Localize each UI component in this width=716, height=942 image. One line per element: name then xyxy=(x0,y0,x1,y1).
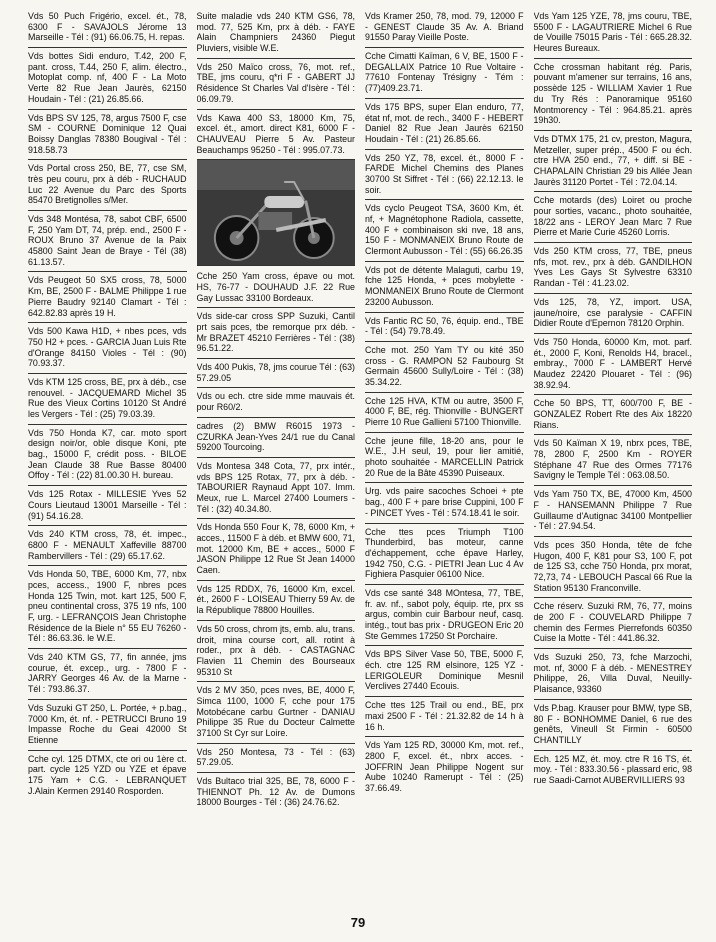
classified-ad: Cche cyl. 125 DTMX, cte ori ou 1ère ct. part. cycle 125 YZD ou YZE et épave 175 Yam + C.G. - LEBRANQUET J.Alain Kermen 29140 Rosporden. xyxy=(28,753,187,796)
classified-ad: Vds Yam 125 RD, 30000 Km, mot. ref., 2800 F, excel. ét., nbrx acces. - JOFFRIN Jean Philippe Nogent sur Aube 10240 Ramerupt - Tél : (25) 37.66.49. xyxy=(365,740,524,793)
classified-ad: Ech. 125 MZ, ét. moy. ctre R 16 TS, ét. moy. - Tél : 833.30.56 - plassard eric, 98 rue Saadi-Carnot AUBERVILLIERS 93 xyxy=(533,753,692,785)
classified-ad: Cche réserv. Suzuki RM, 76, 77, moins de 200 F - COUVELARD Philippe 7 chemin des Fermes Pierrefonds 60350 Cuise la Motte - Tél : 441.86.32. xyxy=(534,598,693,649)
classified-ad: Vds 500 Kawa H1D, + nbes pces, vds 750 H2 + pces. - GARCIA Juan Luis Rte d'Orange 84150 Violes - Tél : (90) 70.93.37. xyxy=(28,323,187,374)
classified-ad: Cche ttes 125 Trail ou end., BE, prx maxi 2500 F - Tél : 21.32.82 de 14 h à 16 h. xyxy=(365,697,524,737)
classified-ad: Vds cse santé 348 MOntesa, 77, TBE, fr. av. nf., sabot poly, équip. rte, prx ss argus, combin cuir Barbour neuf, casq. intég., tout bas prix - DRUGEON Eric 20 Ste Gemmes 17250 St Porchaire. xyxy=(365,585,524,646)
classified-ad: Vds P.bag. Krauser pour BMW, type SB, 80 F - BONHOMME Daniel, 6 rue des genêts, Vineull St Firmin - 60500 CHANTILLY xyxy=(534,700,693,751)
classified-ad: Vds 250 YZ, 78, excel. ét., 8000 F - FARDE Michel Chemins des Planes 30700 St Siffret - Tél : (66) 22.12.13. le soir. xyxy=(365,150,524,201)
classified-ad: Vds ou ech. ctre side mme mauvais ét. pour R60/2. xyxy=(197,388,356,417)
classified-ad: Vds Yam 750 TX, BE, 47000 Km, 4500 F - HANSEMANN Philippe 7 Rue Guillaume d'Autignac 34100 Montpellier - Tél : 27.94.54. xyxy=(534,486,693,537)
classified-ad: Vds DTMX 175, 21 cv, preston, Magura, Metzeller, super prép., 4500 F ou éch. ctre HVA 250 end., 77, + diff. si BE - CHAPALAIN Christian 29 bis Allée Jean Jaurès 31120 Portet - Tél : 72.04.14. xyxy=(534,131,693,192)
classified-ad: Vds 50 cross, chrom jts, emb. alu, trans. droit, mina course cort, all. rotint à roder., prx à déb. - CASTAGNAC Flavien 11 Chemin des Bourseaux 95310 St xyxy=(197,621,356,682)
classified-columns xyxy=(28,8,692,913)
classified-ad: Vds Kawa 400 S3, 18000 Km, 75, excel. ét., amort. direct K81, 6000 F - CHAUVEAU Pierre 5 Av. Pasteur Beauchamps 95250 - Tél : 995.07.73. xyxy=(197,110,356,161)
classified-ad: Vds Suzuki GT 250, L. Portée, + p.bag., 7000 Km, ét. nf. - PETRUCCI Bruno 19 Impasse Roche du Geai 42000 St Etienne xyxy=(28,700,187,751)
classified-ad: Vds 2 MV 350, pces nves, BE, 4000 F, Simca 1100, 1000 F, cche pour 175 Motobécane carbu Gurtner - DANIAU Philippe 35 Rue du Docteur Calmette 37100 St Cyr sur Loire. xyxy=(197,682,356,743)
classified-ad: Vds pot de détente Malaguti, carbu 19, fche 125 Honda, + pces mobylette - MONMANEIX Bruno Route de Clermont 23200 Aubusson. xyxy=(365,262,524,313)
page-number: 79 xyxy=(350,915,366,930)
classified-ad: Vds bottes Sidi enduro, T.42, 200 F, pant. cross, T.44, 250 F, alim. électro., Motoplat comp. nf, 400 F - La Moto Verte 82 Rue Jean Jaurès, 62150 Houdain - Tél : (21) 26.85.66. xyxy=(28,48,187,109)
classified-ad: Vds Honda 50, TBE, 6000 Km, 77, nbx pces, access., 1900 F, nbres pces Honda 125 Twin, mot. kart 125, 500 F, pneu continental cross, 375 19 nfs, 100 F, urg. - LEFRANÇOIS Jean Christophe Résidence de la Biele n° 55 EU 76260 - Tél : 86.63.36. le W.E. xyxy=(28,566,187,649)
classified-ad: Vds side-car cross SPP Suzuki, Cantil prt sais pces, tbe remorque prx déb. - Mr BRAZET 45210 Ferrières - Tél : (38) 96.51.22. xyxy=(197,308,356,359)
classified-ad: Vds 125 Rotax - MILLESIE Yves 52 Cours Lieutaud 13001 Marseille - Tél : (91) 54.16.28. xyxy=(28,486,187,526)
classified-ad: Vds 50 Kaïman X 19, nbrx pces, TBE, 78, 2800 F, 2500 Km - ROYER Stéphane 47 Rue des Ormes 77176 Savigny le Temple Tél : 063.08.50. xyxy=(534,435,693,486)
classified-ad: Vds 240 KTM GS, 77, fin année, jms courue, ét. excep., urg. - 7800 F - JARRY Georges 46 Av. de la Marne - Tél : 793.86.37. xyxy=(28,649,187,700)
classified-ad: Vds 250 Maïco cross, 76, mot. ref., TBE, jms couru, q*ri F - GABERT JJ Résidence St Charles Val d'Isère - Tél : 06.09.79. xyxy=(197,59,356,110)
column-1 xyxy=(28,8,187,913)
classified-ad: Vds 348 Montésa, 78, sabot CBF, 6500 F, 250 Yam DT, 74, prép. end., 2500 F - ROUX Bruno 37 Avenue de la Paix 45800 Saint Jean de Braye - Tél (38) 61.13.57. xyxy=(28,211,187,272)
motorcycle-photo xyxy=(197,160,356,266)
classified-ad: Vds 250 KTM cross, 77, TBE, pneus nfs, mot. rev., prx à déb. GANDILHON Yves Les Gays St Sylvestre 63310 Randan - Tél : 41.23.02. xyxy=(534,243,693,294)
classified-ad: Vds pces 350 Honda, tête de fche Hugon, 400 F, K81 pour S3, 100 F, pot de 125 S3, cche 750 Honda, prx morat, 72,73, 74 - LEBOUCH Pascal 66 Rue la Station 95130 Franconville. xyxy=(534,537,693,598)
classified-ad: Vds 240 KTM cross, 78, ét. impec., 6800 F - MENAULT Xaffeville 88700 Rambervillers - Tél : (29) 65.17.62. xyxy=(28,526,187,566)
column-2 xyxy=(197,8,356,913)
classified-ad: Vds Yam 125 YZE, 78, jms couru, TBE, 5500 F - LAGAUTRIERE Michel 6 Rue de Vouille 75015 Paris - Tél : 665.28.32. Heures Bureaux. xyxy=(534,8,693,59)
classified-ad: Vds Fantic RC 50, 76, équip. end., TBE - Tél : (54) 79.78.49. xyxy=(365,313,524,342)
classified-ad: Cche 250 Yam cross, épave ou mot. HS, 76-77 - DOUHAUD J.F. 22 Rue Gay Lussac 33100 Bordeaux. xyxy=(197,268,356,308)
classified-ad: Vds 400 Pukis, 78, jms courue Tél : (63) 57.29.05 xyxy=(197,359,356,388)
classified-ad: Vds 750 Honda K7, car. moto sport design noir/or, oble disque Koni, pte bag., 15000 F, crédit poss. - BILOE Jean Claude 38 Rue Basse 80400 Offoy - Tél : (22) 81.00.30 H. bureau. xyxy=(28,425,187,486)
classified-ad: Vds Bultaco trial 325, BE, 78, 6000 F - THIENNOT Ph. 12 Av. de Dumons 18000 Bourges - Tél : (36) 24.76.62. xyxy=(196,776,355,808)
classified-ad: Suite maladie vds 240 KTM GS6, 78, mod. 77, 525 Km, prx à déb. - FAYE Alain Champniers 24360 Piegut Pluviers, visible W.E. xyxy=(197,8,356,59)
classified-ad: Cche Cimatti Kaïman, 6 V, BE, 1500 F - DEGALLAIX Patrice 10 Rue Voltaire - 77610 Fontenay Trésigny - Tém : (77)409.23.71. xyxy=(365,48,524,99)
classified-ad: Vds Montesa 348 Cota, 77, prx intér., vds BPS 125 Rotax, 77, prx à déb. - TABOURIER Raynaud Appt 107. Imm. Meux, rue L. Marcel 27400 Loumers - Tél : (32) 40.34.80. xyxy=(197,458,356,519)
classified-ad: Cche 50 BPS, TT, 600/700 F, BE - GONZALEZ Robert Rte des Aix 18220 Rians. xyxy=(534,395,693,435)
classified-ad: Cche mot. 250 Yam TY ou kité 350 cross - G. RAMPON 52 Faubourg St Germain 45600 Sully/Loire - Tél : (38) 35.34.22. xyxy=(365,342,524,393)
column-3 xyxy=(365,8,524,913)
classified-ad: Vds Kramer 250, 78, mod. 79, 12000 F - GENEST Claude 35 Av. A. Briand 91550 Paray Vieille Poste. xyxy=(365,8,524,48)
classified-ad: Vds Suzuki 250, 73, fche Marzochi, mot. nf, 3000 F à déb. - MENESTREY Philippe, 26, Villa Duval, Neuilly-Plaisance, 93360 xyxy=(534,649,693,700)
classified-ad: Vds Peugeot 50 SX5 cross, 78, 5000 Km, BE, 2500 F - BALME Philippe 1 rue Pierre Baudry 92140 Clamart - Tél : 642.82.83 après 19 H. xyxy=(28,272,187,323)
classified-ad: Vds 250 Montesa, 73 - Tél : (63) 57.29.05. xyxy=(197,744,356,773)
classified-ad: Cche ttes pces Triumph T100 Thunderbird, bas moteur, canne d'échappement, cche épave Harley, 1942 750, C.G. - PIETRI Jean Luc 4 Av Fighiera Pasquier 06100 Nice. xyxy=(365,524,524,585)
classified-ad: Cche motards (des) Loiret ou proche pour sorties, vacanc., photo souhaitée, 18/22 ans - LEROY Jean Marc 7 Rue Pierre et Marie Curie 45260 Lorris. xyxy=(534,192,693,243)
classified-ad: Vds BPS SV 125, 78, argus 7500 F, cse SM - COURNE Dominique 12 Quai Boissy Danglas 78380 Bougival - Tél : 918.58.73 xyxy=(28,110,187,161)
classified-ad: Vds 175 BPS, super Elan enduro, 77, état nf, mot. de rech., 3400 F - HEBERT Daniel 82 Rue Jean Jaurès 62150 Houdain - Tél : (21) 26.85.66. xyxy=(365,99,524,150)
classified-ad: Cche crossman habitant rég. Paris, pouvant m'amener sur terrains, 16 ans, possède 125 - WILLIAM Xavier 1 Rue du Try Rés : Panoramique 95160 Montmorency - Tél : 964.85.21. après 19h30. xyxy=(534,59,693,131)
classified-ad: Cche 125 HVA, KTM ou autre, 3500 F, 4000 F, BE, rég. Thionville - BUNGERT Pierre 10 Rue Gallieni 57100 Thionville. xyxy=(365,393,524,433)
classified-ad: Vds KTM 125 cross, BE, prx à déb., cse renouvel. - JACQUEMARD Michel 35 Rue des Vieux Cortins 10120 St André les Vergers - Tél : (25) 79.03.39. xyxy=(28,374,187,425)
classified-ad: Urg. vds paire sacoches Schoei + pte bag., 400 F + pare brise Cuppini, 100 F - PINCET Yves - Tél : 574.18.41 le soir. xyxy=(365,483,524,523)
classified-ad: Vds 125 RDDX, 76, 16000 Km, excel. ét., 2600 F - LOISEAU Thierry 59 Av. de la République 78800 Houilles. xyxy=(197,581,356,621)
classified-ad: Vds 125, 78, YZ, import. USA, jaune/noire, cse paralysie - CAFFIN Didier Route d'Epernon 78120 Orphin. xyxy=(534,294,693,334)
classified-ad: Vds 750 Honda, 60000 Km, mot. parf. ét., 2000 F, Koni, Renolds H4, bracel., embray., 7000 F - LAMBERT Hervé Maudez 22420 Plouaret - Tél : (96) 38.92.94. xyxy=(534,334,693,395)
classified-ad: Vds BPS Silver Vase 50, TBE, 5000 F, éch. ctre 125 RM elsinore, 125 YZ - LERIGOLEUR Dominique Mesnil Verclives 27440 Ecouis. xyxy=(365,646,524,697)
classified-ad: Vds 50 Puch Frigério, excel. ét., 78, 6300 F - SAVAJOLS Jérome 13 Marseille - Tél : (91) 66.06.75, H. repas. xyxy=(28,8,187,48)
classified-ad: Vds Portal cross 250, BE, 77, cse SM, très peu couru, prx à déb - RUCHAUD Luc 22 Avenue du Parc des Sports 85470 Bretignolles s/Mer. xyxy=(28,160,187,211)
classified-ad: Vds Honda 550 Four K, 78, 6000 Km, + acces., 11500 F à déb. et BMW 600, 71, mot. 12000 Km, BE + acces., 5000 F JASON Philippe 12 Rue St Jean 14000 Caen. xyxy=(197,519,356,580)
column-4 xyxy=(534,8,693,913)
classified-ad: cadres (2) BMW R6015 1973 - CZURKA Jean-Yves 24/1 rue du Canal 59200 Tourcoing. xyxy=(197,418,356,458)
classified-ad: Vds cyclo Peugeot TSA, 3600 Km, ét. nf, + Magnétophone Radiola, cassette, 400 F + combinaison ski nve, 18 ans, 150 F - MONMANEIX Bruno Route de Clermont Aubusson - Tél : (55) 66.26.35 xyxy=(365,200,524,261)
classified-ad: Cche jeune fille, 18-20 ans, pour le W.E., J.H seul, 19, pour lier amitié, photo souhaitée - MARCELLIN Patrick 20 Rue de la Bâte 45390 Puiseaux. xyxy=(365,433,524,484)
